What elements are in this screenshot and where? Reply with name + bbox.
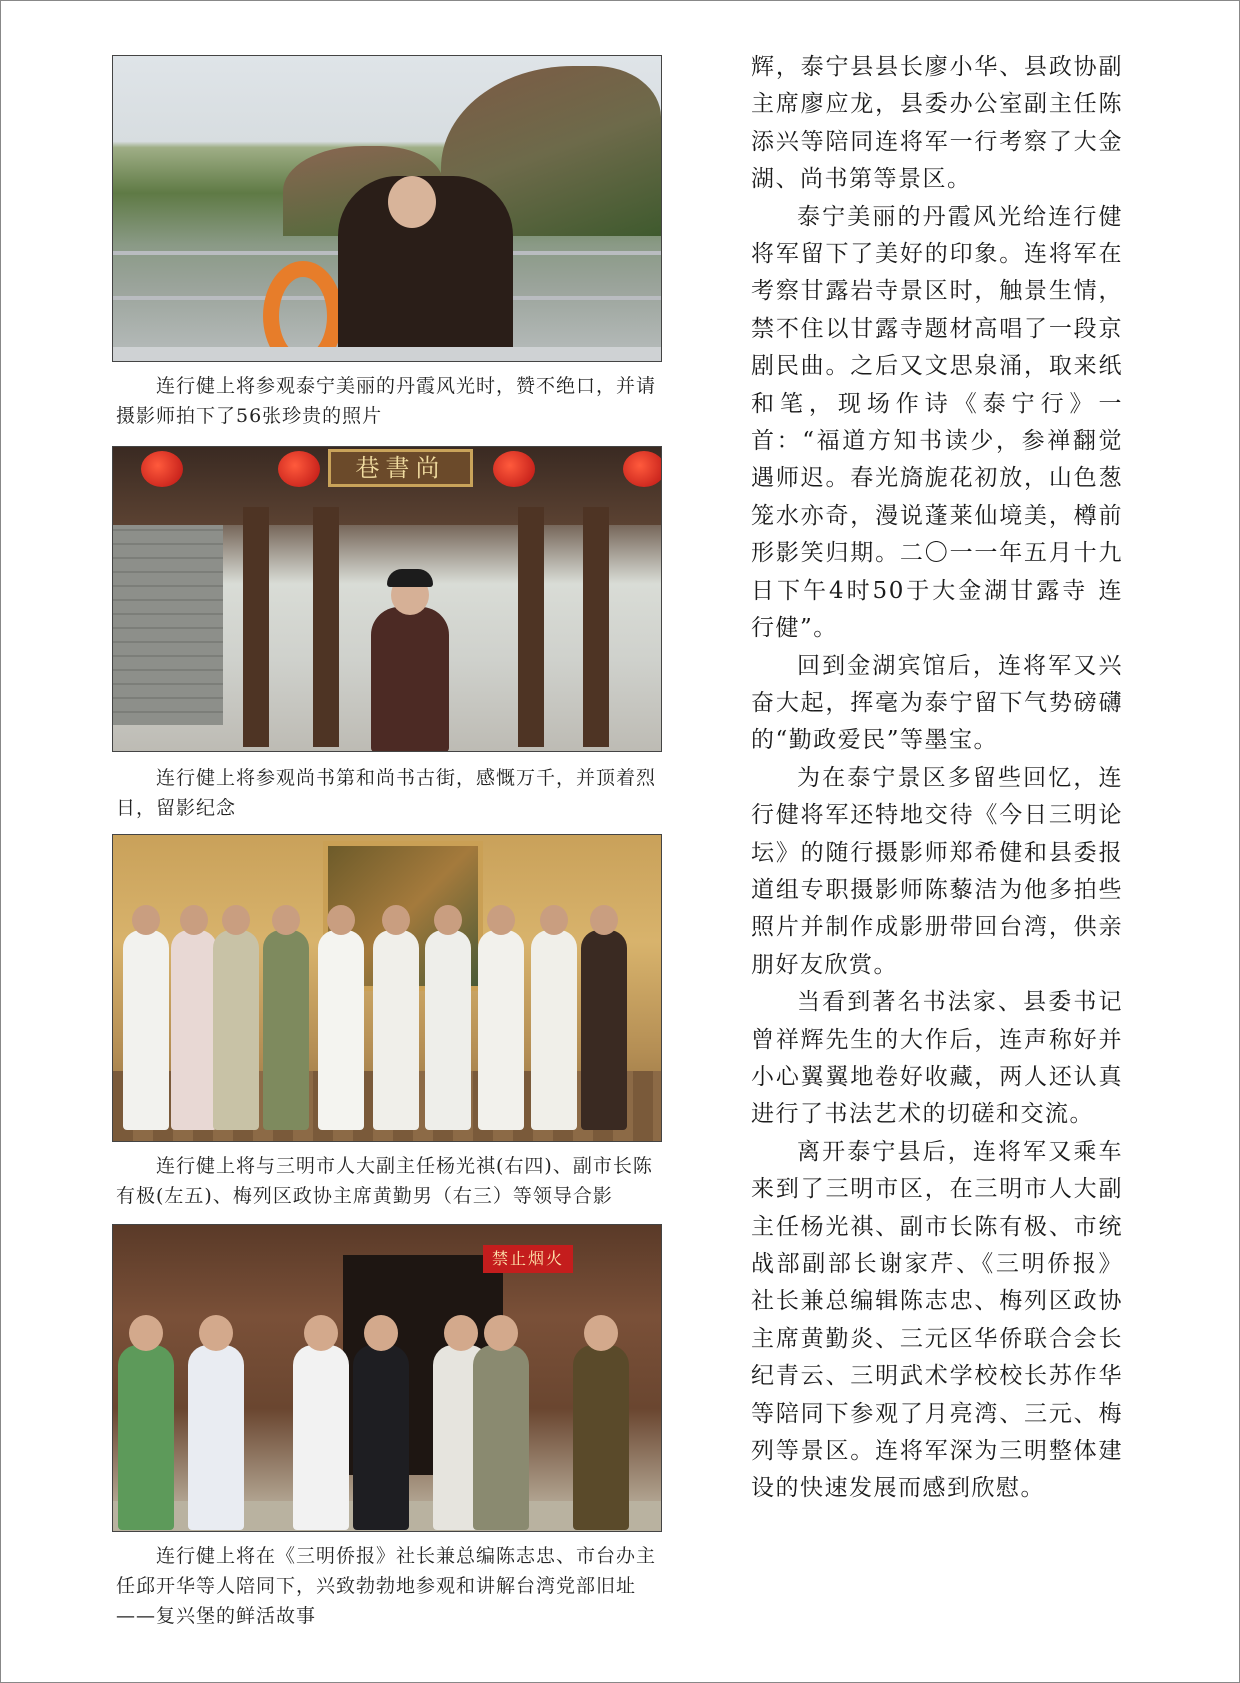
lantern-shape: [278, 451, 320, 487]
lantern-shape: [493, 451, 535, 487]
person-head-shape: [584, 1315, 618, 1351]
person-shape: [425, 930, 471, 1130]
person-shape: [188, 1345, 244, 1530]
caption-photo-3: 连行健上将与三明市人大副主任杨光祺(右四)、副市长陈有极(左五)、梅列区政协主席黄勤男（右三）等领导合影: [116, 1155, 653, 1207]
paragraph: 离开泰宁县后，连将军又乘车来到了三明市区，在三明市人大副主任杨光祺、副市长陈有极、市统战部副部长谢家芹、《三明侨报》社长兼总编辑陈志忠、梅列区政协主席黄勤炎、三元区华侨联合会长纪青云、三明武术学校校长苏作华等陪同下参观了月亮湾、三元、梅列等景区。连将军深为三明整体建设的快速发展而感到欣慰。: [751, 1138, 1123, 1502]
photo-detail: [583, 507, 609, 747]
caption-photo-2: 连行健上将参观尚书第和尚书古街，感慨万千，并顶着烈日，留影纪念: [116, 767, 657, 819]
person-head-shape: [590, 905, 618, 935]
photo-boat-danxia: [112, 55, 662, 362]
person-shape: [318, 930, 364, 1130]
person-head-shape: [540, 905, 568, 935]
photo-detail: [313, 507, 339, 747]
person-head-shape: [487, 905, 515, 935]
photo-detail: [113, 525, 223, 725]
caption-photo-4: 连行健上将在《三明侨报》社长兼总编陈志忠、市台办主任邱开华等人陪同下，兴致勃勃地参观和讲解台湾党部旧址——复兴堡的鲜活故事: [116, 1545, 657, 1627]
person-shape: [473, 1345, 529, 1530]
person-shape: [171, 930, 217, 1130]
photo-party-site-visit: [112, 1224, 662, 1532]
person-head-shape: [444, 1315, 478, 1351]
person-shape: [118, 1345, 174, 1530]
person-head-shape: [222, 905, 250, 935]
lantern-shape: [623, 451, 662, 487]
person-shape: [531, 930, 577, 1130]
no-fire-sign: 禁止烟火: [483, 1245, 573, 1273]
person-shape: [581, 930, 627, 1130]
person-head-shape: [388, 176, 436, 228]
person-shape: [478, 930, 524, 1130]
photo-ancient-street: [112, 446, 662, 752]
person-shape: [373, 930, 419, 1130]
gate-plaque: 巷書尚: [328, 449, 473, 487]
paragraph: 辉，泰宁县县长廖小华、县政协副主席廖应龙，县委办公室副主任陈添兴等陪同连将军一行考察了大金湖、尚书第等景区。: [751, 54, 1123, 193]
paragraph: 回到金湖宾馆后，连将军又兴奋大起，挥毫为泰宁留下气势磅礴的“勤政爱民”等墨宝。: [751, 652, 1123, 754]
person-shape: [573, 1345, 629, 1530]
person-head-shape: [364, 1315, 398, 1351]
person-head-shape: [180, 905, 208, 935]
paragraph: 当看到著名书法家、县委书记曾祥辉先生的大作后，连声称好并小心翼翼地卷好收藏，两人还认真进行了书法艺术的切磋和交流。: [751, 989, 1123, 1128]
paragraph: 泰宁美丽的丹霞风光给连行健将军留下了美好的印象。连将军在考察甘露岩寺景区时，触景生情，禁不住以甘露寺题材高唱了一段京剧民曲。之后又文思泉涌，取来纸和笔，现场作诗《泰宁行》一首：“福道方知书读少，参禅翻觉遇师迟。春光旖旎花初放，山色葱笼水亦奇，漫说蓬莱仙境美，樽前形影笑归期。二〇一一年五月十九日下午4时50于大金湖甘露寺 连行健”。: [751, 203, 1123, 642]
photo-group-portrait: [112, 834, 662, 1142]
photo-detail: [518, 507, 544, 747]
person-head-shape: [327, 905, 355, 935]
paragraph: 为在泰宁景区多留些回忆，连行健将军还特地交待《今日三明论坛》的随行摄影师郑希健和县委报道组专职摄影师陈藜洁为他多拍些照片并制作成影册带回台湾，供亲朋好友欣赏。: [751, 764, 1123, 978]
person-head-shape: [132, 905, 160, 935]
person-shape: [353, 1345, 409, 1530]
person-head-shape: [382, 905, 410, 935]
cap-shape: [387, 569, 433, 587]
person-head-shape: [434, 905, 462, 935]
person-head-shape: [199, 1315, 233, 1351]
person-head-shape: [484, 1315, 518, 1351]
person-shape: [371, 607, 449, 752]
lantern-shape: [141, 451, 183, 487]
person-head-shape: [304, 1315, 338, 1351]
person-head-shape: [272, 905, 300, 935]
person-shape: [263, 930, 309, 1130]
person-shape: [123, 930, 169, 1130]
photo-detail: [113, 347, 661, 361]
caption-photo-1: 连行健上将参观泰宁美丽的丹霞风光时，赞不绝口，并请摄影师拍下了56张珍贵的照片: [116, 375, 657, 427]
photo-detail: [243, 507, 269, 747]
person-head-shape: [129, 1315, 163, 1351]
article-body: [751, 49, 1123, 1508]
person-shape: [213, 930, 259, 1130]
person-shape: [293, 1345, 349, 1530]
